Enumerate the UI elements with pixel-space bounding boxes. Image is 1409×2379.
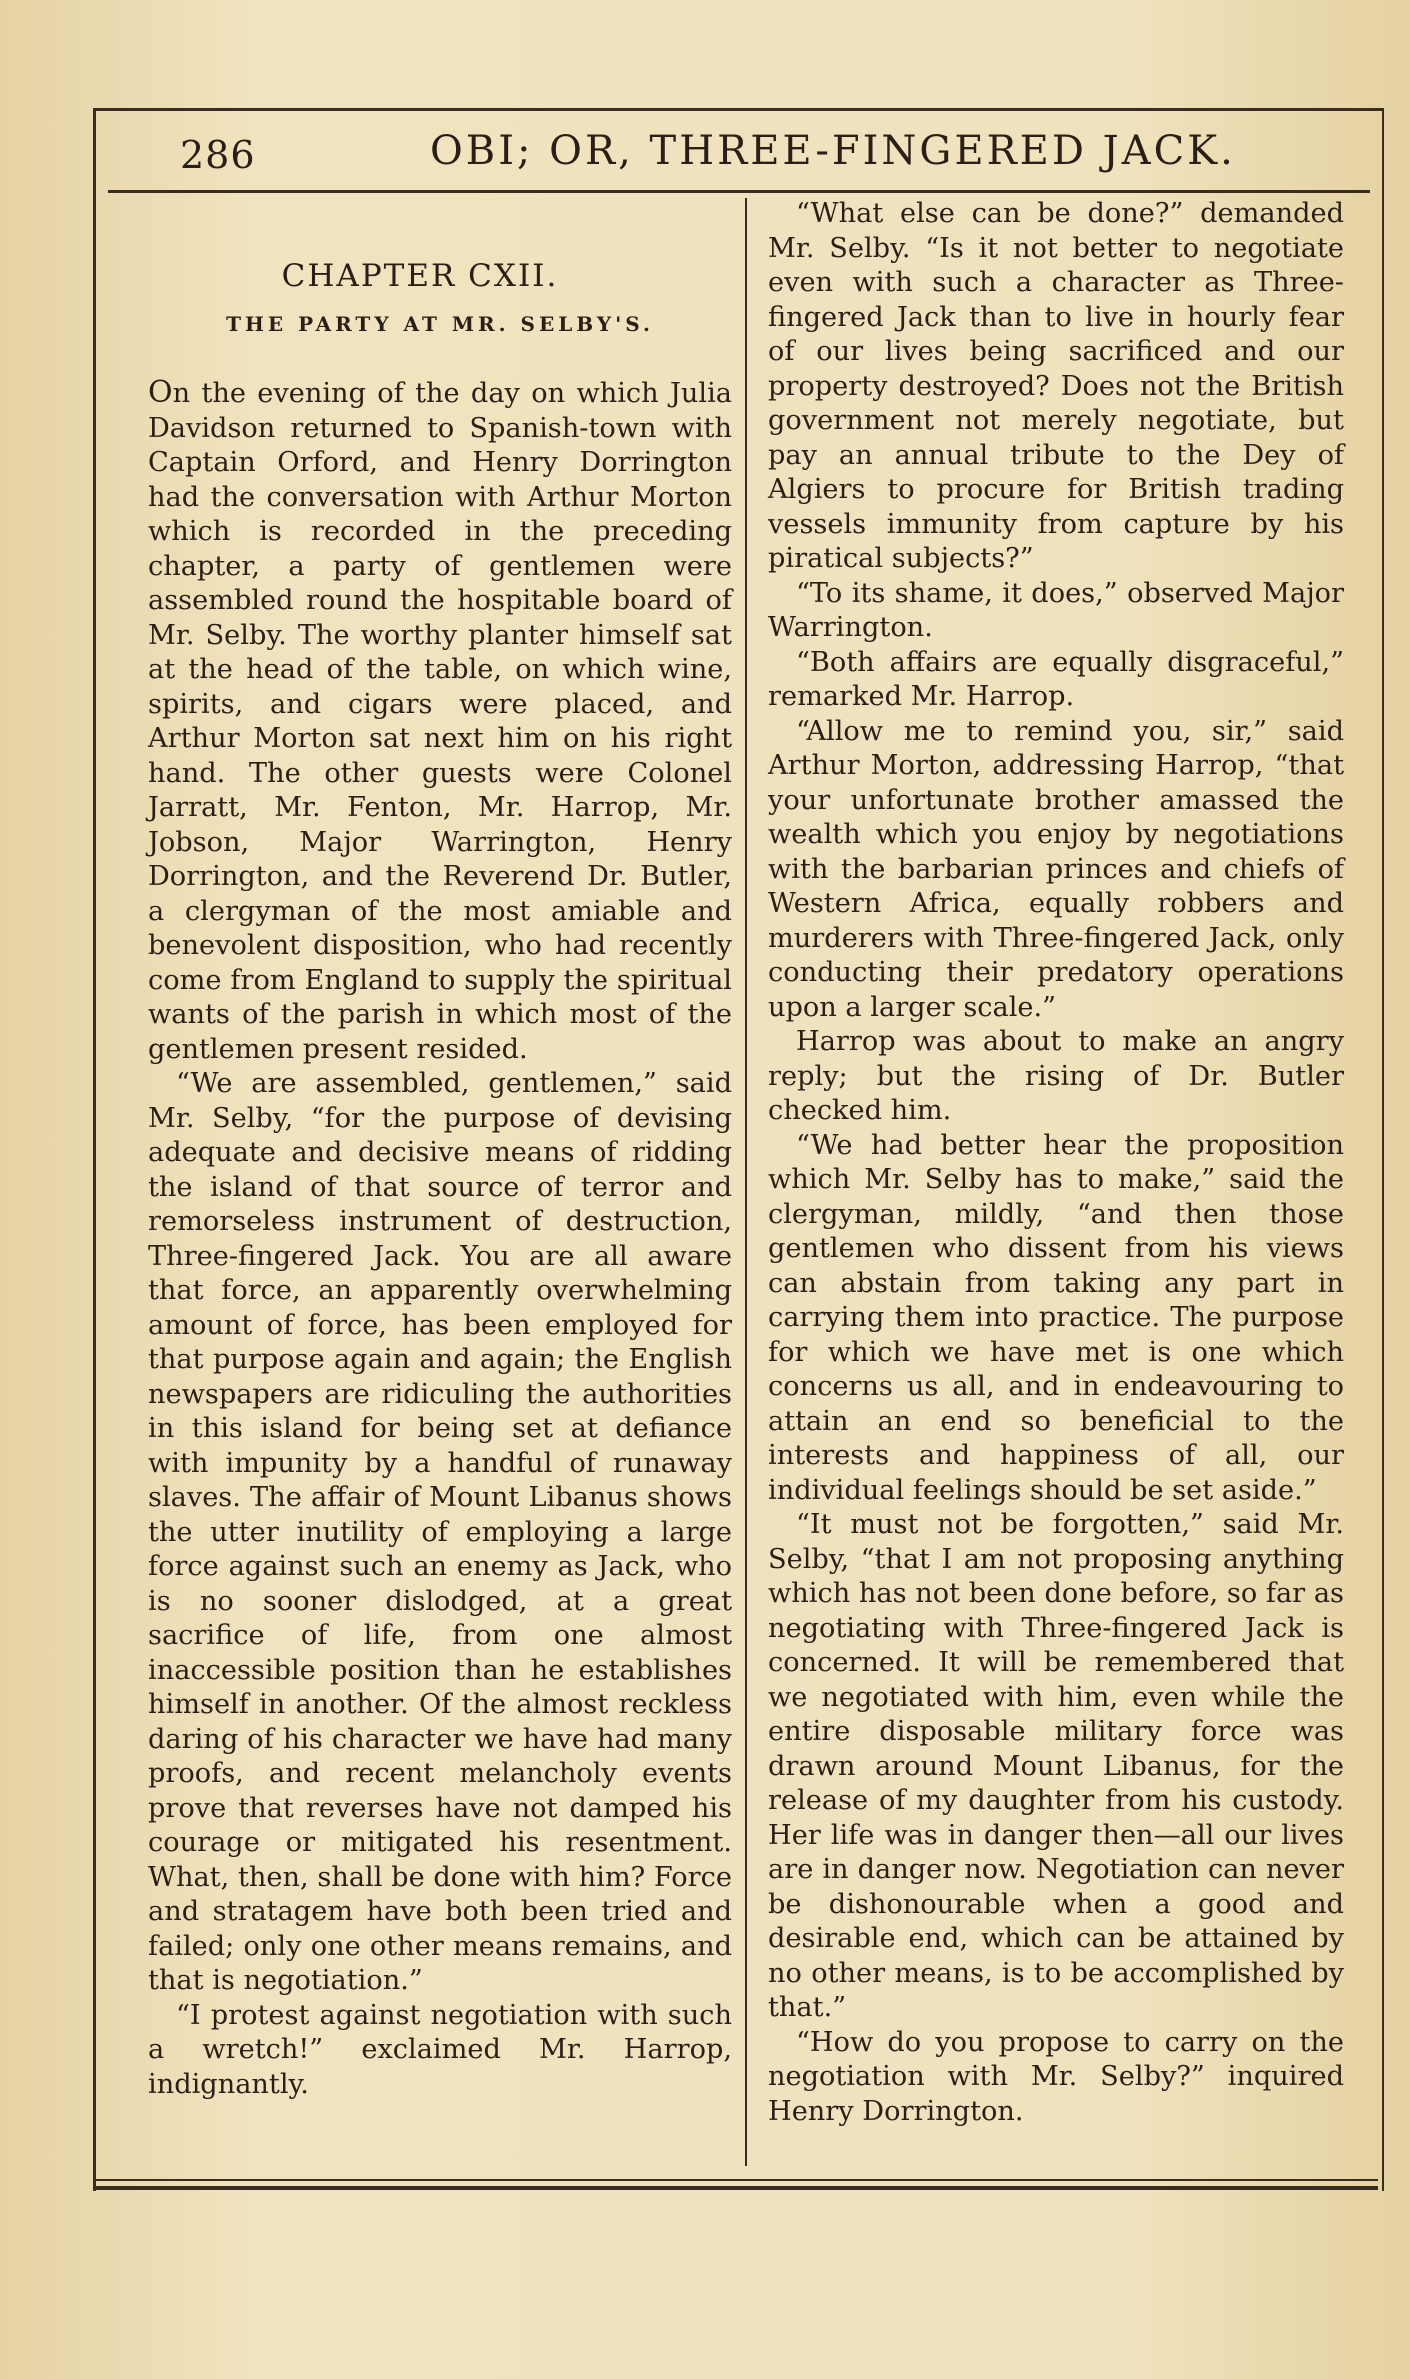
paragraph: “It must not be forgotten,” said Mr. Selby, “that I am not proposing anything which has not been done before, so far as negotiating with Three-fingered Jack is concerned. It will be remembered that we negotiated with him, even while the entire disposable military force was drawn around Mount Libanus, for the release of my daughter from his custody. Her life was in danger then—all our lives are in danger now. Negotiation can never be dishonourable when a good and desirable end, which can be attained by no other means, is to be accomplished by that.”	[768, 1509, 1344, 2023]
paragraph: “To its shame, it does,” observed Major Warrington.	[768, 577, 1344, 643]
paragraph: “I protest against negotiation with such a wretch!” exclaimed Mr. Harrop, indignantly.	[148, 1999, 732, 2100]
paragraph: On the evening of the day on which Julia Davidson returned to Spanish-town with Captain Orford, and Henry Dorrington had the conversation with Arthur Morton which is recorded in the preceding chapter, a party of gentlemen were assembled round the hospitable board of Mr. Selby. The worthy planter himself sat at the head of the table, on which wine, spirits, and cigars were placed, and Arthur Morton sat next him on his right hand. The other guests were Colonel Jarratt, Mr. Fenton, Mr. Harrop, Mr. Jobson, Major Warrington, Henry Dorrington, and the Reverend Dr. Butler, a clergyman of the most amiable and benevolent disposition, who had recently come from England to supply the spiritual wants of the parish in which most of the gentlemen present resided.	[148, 375, 732, 1065]
paragraph: “We had better hear the proposition which Mr. Selby has to make,” said the clergyman, mildly, “and then those gentlemen who dissent from his views can abstain from taking any part in carrying them into practice. The purpose for which we have met is one which concerns us all, and in endeavouring to attain an end so beneficial to the interests and happiness of all, our individual feelings should be set aside.”	[768, 1129, 1344, 1506]
paragraph: “Allow me to remind you, sir,” said Arthur Morton, addressing Harrop, “that your unfortunate brother amassed the wealth which you enjoy by negotiations with the barbarian princes and chiefs of Western Africa, equally robbers and murderers with Three-fingered Jack, only conducting their predatory operations upon a larger scale.”	[768, 715, 1344, 1023]
right-column	[768, 197, 1344, 2129]
page-number: 286	[180, 133, 256, 177]
paragraph: “We are assembled, gentlemen,” said Mr. Selby, “for the purpose of devising adequate and decisive means of ridding the island of that source of terror and remorseless instrument of destruction, Three-fingered Jack. You are all aware that force, an apparently overwhelming amount of force, has been employed for that purpose again and again; the English newspapers are ridiculing the authorities in this island for being set at defiance with impunity by a handful of runaway slaves. The affair of Mount Libanus shows the utter inutility of employing a large force against such an enemy as Jack, who is no sooner dislodged, at a great sacrifice of life, from one almost inaccessible position than he establishes himself in another. Of the almost reckless daring of his character we have had many proofs, and recent melancholy events prove that reverses have not damped his courage or mitigated his resentment. What, then, shall be done with him? Force and stratagem have both been tried and failed; only one other means remains, and that is negotiation.”	[148, 1068, 732, 1996]
paragraph: “Both affairs are equally disgraceful,” remarked Mr. Harrop.	[768, 646, 1344, 712]
paragraph: “What else can be done?” demanded Mr. Selby. “Is it not better to negotiate even with such a character as Three-fingered Jack than to live in hourly fear of our lives being sacrificed and our property destroyed? Does not the British government not merely negotiate, but pay an annual tribute to the Dey of Algiers to procure for British trading vessels immunity from capture by his piratical subjects?”	[768, 198, 1344, 574]
paragraph: “How do you propose to carry on the negotiation with Mr. Selby?” inquired Henry Dorrington.	[768, 2026, 1344, 2127]
paragraph: Harrop was about to make an angry reply; but the rising of Dr. Butler checked him.	[768, 1026, 1344, 1126]
column-divider	[745, 198, 747, 2166]
bottom-rule-thick	[95, 2186, 1378, 2190]
chapter-subtitle: THE PARTY AT MR. SELBY'S.	[226, 312, 654, 336]
running-title: OBI; OR, THREE-FINGERED JACK.	[430, 128, 1236, 174]
header-rule	[108, 190, 1370, 193]
left-column	[148, 252, 732, 2102]
bottom-rule	[95, 2179, 1378, 2181]
chapter-title: CHAPTER CXII.	[281, 258, 559, 294]
